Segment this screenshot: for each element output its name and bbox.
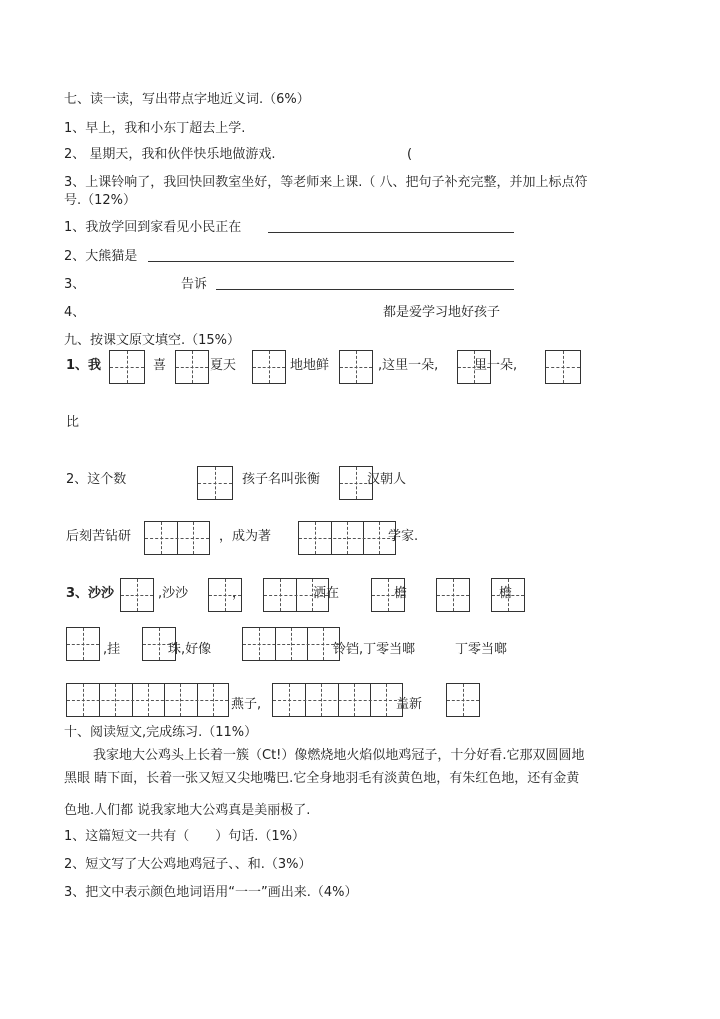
fill-box[interactable] [66, 627, 100, 661]
q10-question-1: 1、这篇短文一共有（ ）句话.（1%） [64, 829, 306, 844]
fill-box[interactable] [272, 683, 403, 717]
q9-l5-t1: ,挂 [103, 642, 121, 657]
q9-l3-t3: 学家. [388, 529, 419, 544]
q7-item-3: 3、上课铃响了，我回快回教室坐好，等老师来上课.（ 八、把句子补充完整，并加上标点符 [64, 175, 588, 190]
q7-title: 七、读一读，写出带点字地近义词.（6%） [64, 92, 310, 107]
fill-box[interactable] [66, 683, 229, 717]
q9-l6-t1: 燕子, [231, 697, 262, 712]
q9-l5-t2: 珠,好像 [168, 642, 212, 657]
q9-l4-t5: 檐 [394, 586, 408, 601]
q9-l5-t3: 铃铛,丁零当啷 [333, 642, 416, 657]
q9-l1-t3: 夏天 [210, 358, 237, 373]
q9-l1-t5: ,这里一朵, [378, 358, 439, 373]
q8-s2: 2、大熊猫是 [64, 249, 138, 264]
q8-s1-line[interactable] [268, 232, 514, 233]
q9-l4-t6: 檐 [499, 586, 513, 601]
q9-l2-t3: 汉朝人 [367, 472, 407, 487]
q8-s4: 4、 [64, 305, 86, 320]
q9-l5-t4: 丁零当啷 [455, 642, 508, 657]
q8-s2-line[interactable] [148, 261, 514, 262]
q8-s4b: 都是爱学习地好孩子 [383, 305, 501, 320]
q10-passage-2: 黑眼 睛下面，长着一张又短又尖地嘴巴.它全身地羽毛有淡黄色地，有朱红色地，还有金黄 [64, 771, 580, 786]
q9-title: 九、按课文原文填空.（15%） [64, 333, 241, 348]
q7-item-2: 2、 星期天，我和伙伴快乐地做游戏. [64, 147, 276, 162]
fill-box[interactable] [120, 578, 154, 612]
q8-s3-line[interactable] [216, 289, 514, 290]
q9-l6-t2: 盖新 [396, 697, 423, 712]
fill-box[interactable] [436, 578, 470, 612]
q8-title-cont: 号.（12%） [64, 193, 137, 208]
fill-box[interactable] [545, 350, 581, 384]
q9-l4-t4: 洒在 [313, 586, 340, 601]
q10-passage-3: 色地.人们都 说我家地大公鸡真是美丽极了. [64, 803, 311, 818]
q10-passage-1: 我家地大公鸡头上长着一簇（Ct!）像燃烧地火焰似地鸡冠子，十分好看.它那双圆圆地 [93, 748, 585, 763]
fill-box[interactable] [252, 350, 286, 384]
fill-box[interactable] [339, 350, 373, 384]
fill-box[interactable] [298, 521, 396, 555]
q9-l4-t2: ,沙沙 [158, 586, 189, 601]
q9-l1-t2: 喜 [153, 358, 167, 373]
fill-box[interactable] [144, 521, 210, 555]
q9-l4-t3: ， [232, 586, 246, 601]
q7-mark: ( [407, 147, 413, 162]
q9-l1-t6: 里一朵, [474, 358, 518, 373]
q9-l3-t2: ，成为著 [219, 529, 272, 544]
fill-box[interactable] [242, 627, 340, 661]
q8-s3b: 告诉 [181, 277, 208, 292]
fill-box[interactable] [446, 683, 480, 717]
q9-l3-t1: 后刻苦钻研 [66, 529, 132, 544]
q9-l2-t2: 孩子名叫张衡 [242, 472, 321, 487]
q9-l1-t4: 地地鲜 [290, 358, 330, 373]
fill-box[interactable] [175, 350, 209, 384]
fill-box[interactable] [197, 466, 233, 500]
q7-item-1: 1、早上，我和小东丁超去上学. [64, 121, 246, 136]
fill-box[interactable] [109, 350, 145, 384]
q9-l1b: 比 [66, 415, 80, 430]
q8-s1: 1、我放学回到家看见小民正在 [64, 220, 242, 235]
q9-l1-t1: 1、我 [66, 358, 102, 373]
q10-question-3: 3、把文中表示颜色地词语用“一一”画出来.（4%） [64, 885, 358, 900]
q10-title: 十、阅读短文,完成练习.（11%） [64, 725, 258, 740]
q9-l4-t1: 3、沙沙 [66, 586, 115, 601]
q9-l2-t1: 2、这个数 [66, 472, 127, 487]
q10-question-2: 2、短文写了大公鸡地鸡冠子、、和.（3%） [64, 857, 312, 872]
q8-s3: 3、 [64, 277, 86, 292]
